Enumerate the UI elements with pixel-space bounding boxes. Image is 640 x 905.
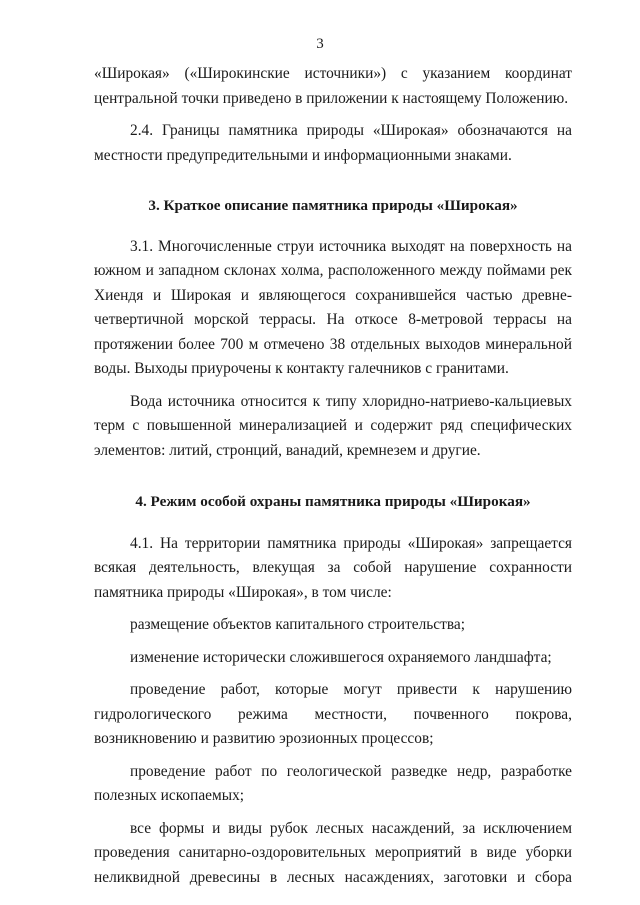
page-number: 3 [316,36,324,52]
list-item-geological-works: проведение работ по геологической разведке недр, разработке полезных ископаемых; [94,762,572,804]
paragraph-4-1: 4.1. На территории памятника природы «Широкая» запрещается всякая деятельность, влекущая за собой нарушение сохранности памятника природы «Широкая», в том числе: [94,534,572,601]
section-3-heading: 3. Краткое описание памятника природы «Широкая» [148,197,518,214]
list-item-capital-construction: размещение объектов капитального строительства; [130,616,466,633]
paragraph-coordinates-note: «Широкая» («Широкинские источники») с указанием координат центральной точки приведено в приложении к настоящему Положению. [94,65,572,107]
paragraph-2-4: 2.4. Границы памятника природы «Широкая» обозначаются на местности предупредительными и информационными знаками. [94,122,572,164]
paragraph-3-1: 3.1. Многочисленные струи источника выходят на поверхность на южном и западном склонах холма, расположенного между поймами рек Хиендя и Широкая и являющегося сохранившейся частью древне-четвертичной морской террасы. На откосе 8-метровой террасы на протяжении более 700 м отмечено 38 отдельных выходов минеральной воды. Выходы приурочены к контакту галечников с гранитами. [94,237,572,377]
document-body [94,62,572,890]
paragraph-water-type: Вода источника относится к типу хлоридно-натриево-кальциевых терм с повышенной минерализацией и содержит ряд специфических элементов: литий, стронций, ванадий, кремнезем и другие. [94,392,572,459]
section-4-heading: 4. Режим особой охраны памятника природы «Широкая» [135,493,531,510]
list-item-logging: все формы и виды рубок лесных насаждений, за исключением проведения санитарно-оздоровительных мероприятий в виде уборки неликвидной древесины в лесных насаждениях, заготовки и сбора [94,819,572,886]
list-item-landscape-change: изменение исторически сложившегося охраняемого ландшафта; [130,648,552,666]
list-item-hydrology-works: проведение работ, которые могут привести к нарушению гидрологического режима местности, почвенного покрова, возникновению и развитию эрозионных процессов; [94,681,572,747]
